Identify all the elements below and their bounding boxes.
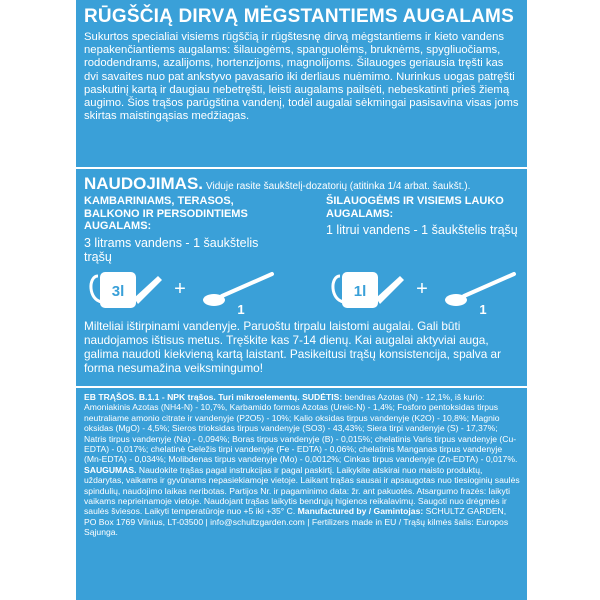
indoor-dose: 3 litrams vandens - 1 šaukštelis trąšų bbox=[84, 235, 259, 264]
outdoor-spoon-count: 1 bbox=[479, 302, 487, 317]
safety-text: Naudokite trąšas pagal instrukcijas ir pagal paskirtį. Laikykite atskirai nuo maisto produktų, uždarytas, vaikams ir gyvūnams nepasiekiamoje vietoje. Laikant trąšas sausai ir apsaugotas nuo tiesioginių saulės spindulių, naudojimo laikas neribotas. Partijos Nr. ir pagaminimo data: žr. ant pakuotės. Atsargumo frazės: laikyti vaikams neprieinamoje vietoje. Naudojant trąšas laikytis bendrųjų higienos reikalavimų. Saugoti nuo drėgmės ir saulės šviesos. Laikyti temperatūroje nuo +5 iki +35° C. bbox=[84, 464, 520, 517]
outdoor-dose: 1 litrui vandens - 1 šaukštelis trąšų bbox=[326, 223, 518, 237]
indoor-spoon-count: 1 bbox=[237, 302, 245, 317]
safety-lead: SAUGUMAS. bbox=[84, 464, 137, 475]
usage-column-indoor bbox=[84, 195, 284, 265]
indoor-dose-icons bbox=[84, 262, 284, 318]
label-panel bbox=[76, 0, 527, 600]
watering-can-icon bbox=[91, 272, 162, 308]
plus-sign: + bbox=[174, 278, 186, 300]
composition-text: bendras Azotas (N) - 12,1%, iš kurio: Amoniakinis Azotas (NH4-N) - 10,7%, Karbamido formos Azotas (Ureic-N) - 1,4%; Fosforo pentoksidas tirpus neutraliame amonio citrate ir vandenyje (P2O5) - 10%; Kalio oksidas tirpus vandenyje (K2O) - 10,8%; Magnio oksidas (MgO) - 4,5%; Sieros trioksidas tirpus vandenyje (SO3) - 43,43%; Siera tirpi vandenyje (S) - 17,37%; Natris tirpus vandenyje (Na) - 0,094%; Boras tirpus vandenyje (B) - 0,015%; chelatinis Varis tirpus vandenyje (Cu-EDTA) - 0,017%; chelatinė Geležis tirpi vandenyje (Fe - EDTA) - 0,06%; chelatinis Manganas tirpus vandenyje (Mn-EDTA) - 0,034%; Molibdenas tirpus vandenyje (Mo) - 0,0012%; Cinkas tirpus vandenyje (Zn-EDTA) - 0,017%. bbox=[84, 392, 518, 465]
manufacturer-lead: Manufactured by / Gamintojas: bbox=[297, 506, 424, 517]
usage-note: Viduje rasite šaukštelį-dozatorių (atitinka 1/4 arbat. šaukšt.). bbox=[206, 181, 471, 192]
composition-lead: EB TRĄŠOS. B.1.1 - NPK trąšos. Turi mikroelementų. SUDĖTIS: bbox=[84, 392, 343, 402]
composition-block bbox=[84, 392, 520, 538]
outdoor-dose-icons bbox=[326, 262, 526, 318]
usage-column-outdoor bbox=[326, 195, 526, 238]
outdoor-heading: ŠILAUOGĖMS IR VISIEMS LAUKO AUGALAMS: bbox=[326, 195, 504, 220]
indoor-can-label: 3l bbox=[111, 283, 125, 300]
manufacturer-text: SCHULTZ GARDEN, PO Box 1769 Vilnius, LT-03500 | info@schultzgarden.com | Fertilizers made in EU / Trąšų kilmės šalis: Europos Sąjunga. bbox=[84, 506, 509, 538]
spoon-icon bbox=[203, 274, 272, 317]
divider-top bbox=[76, 167, 527, 169]
watering-can-icon bbox=[333, 272, 404, 308]
product-title: RŪGŠČIĄ DIRVĄ MĖGSTANTIEMS AUGALAMS bbox=[84, 6, 514, 27]
usage-heading-row bbox=[84, 174, 470, 194]
preparation-text: Milteliai ištirpinami vandenyje. Paruoštu tirpalu laistomi augalai. Gali būti naudojamos ištisus metus. Tręškite kas 7-14 dienų. Kai augalai aktyviai auga, galima naudoti kiekvieną kartą laistant. Pasikeitusi trąšų konsistencija, spalva ar forma nesumažina veiksmingumo! bbox=[84, 319, 502, 375]
intro-text: Sukurtos specialiai visiems rūgščią ir rūgštesnę dirvą mėgstantiems ir kieto vandens nepakenčiantiems augalams: šilauogėms, spanguolėms, bruknėms, spygliuočiams, rododendrams, azalijoms, hortenzijoms, magnolijoms. Šilauoges geriausia tręšti kas dvi savaites nuo pat ankstyvo pavasario iki derliaus nuėmimo. Nurinkus uogas patręšti paskutinį kartą ir daugiau nebetręšti, leisti augalams pailsėti, nebeskatinti prieš žiemą augimo. Šios trąšos parūgština vandenį, todėl augalai sėkmingai pasisavina visas joms skirtas maistingąsias medžiagas. bbox=[84, 31, 519, 123]
indoor-heading: KAMBARINIAMS, TERASOS, BALKONO IR PERSODINTIEMS AUGALAMS: bbox=[84, 195, 248, 232]
spoon-icon bbox=[445, 274, 514, 317]
usage-heading: NAUDOJIMAS. bbox=[84, 174, 204, 193]
outdoor-can-label: 1l bbox=[353, 283, 367, 300]
plus-sign: + bbox=[416, 278, 428, 300]
divider-bottom bbox=[76, 386, 527, 388]
